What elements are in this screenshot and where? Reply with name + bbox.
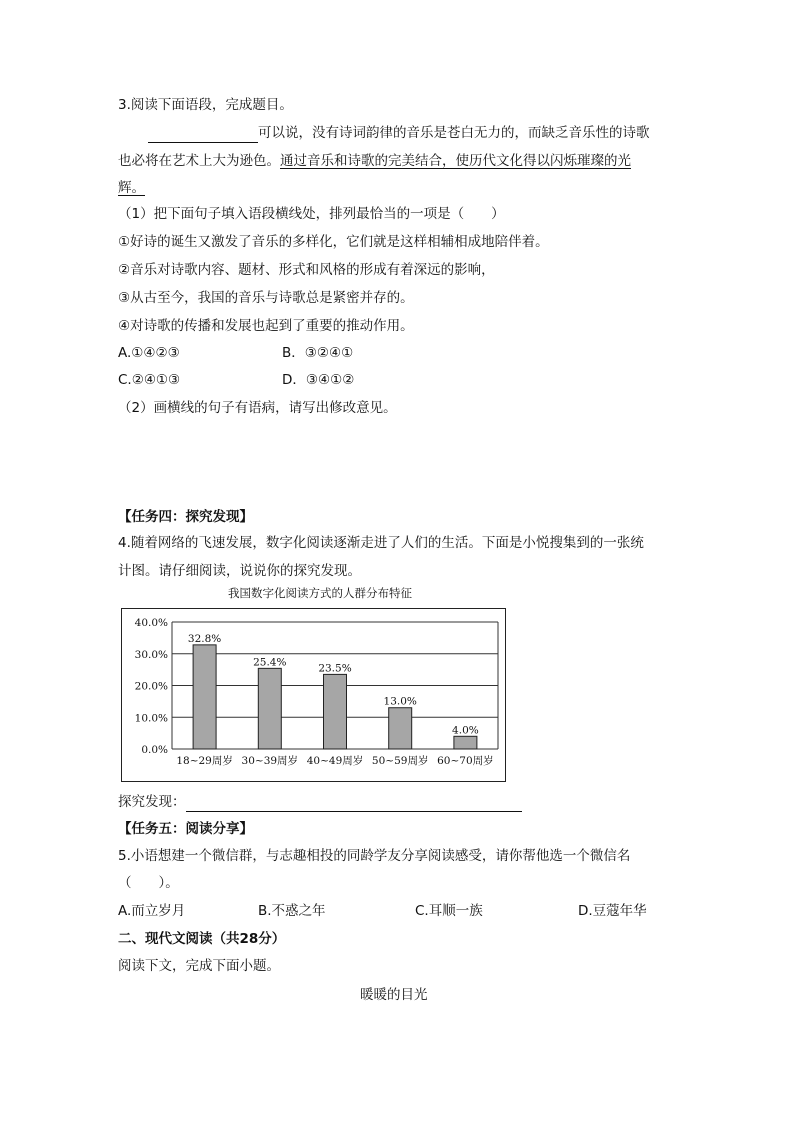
data-label: 13.0%	[383, 695, 417, 708]
x-tick-label: 18~29周岁	[176, 755, 233, 767]
q3-underlined-sentence-end: 辉。	[118, 180, 145, 196]
y-tick-label: 20.0%	[134, 680, 168, 693]
task5-header: 【任务五：阅读分享】	[118, 821, 253, 837]
y-tick-label: 40.0%	[134, 617, 168, 629]
bar	[258, 668, 281, 749]
x-tick-label: 30~39周岁	[241, 755, 299, 767]
chart-title: 我国数字化阅读方式的人群分布特征	[228, 586, 412, 600]
x-tick-label: 50~59周岁	[371, 755, 429, 767]
answer-blank[interactable]	[186, 796, 522, 812]
q3-sentence-1: ①好诗的诞生又激发了音乐的多样化，它们就是这样相辅相成地陪伴着。	[118, 234, 549, 250]
data-label: 32.8%	[187, 632, 222, 645]
article-title: 暖暖的目光	[360, 987, 428, 1003]
task4-question-line1: 4.随着网络的飞速发展，数字化阅读逐渐走进了人们的生活。下面是小悦搜集到的一张统	[118, 535, 644, 551]
bar	[324, 674, 347, 749]
fill-blank[interactable]	[148, 128, 258, 143]
task5-question-line2: （ ）。	[118, 875, 179, 891]
task5-question-line1: 5.小语想建一个微信群，与志趣相投的同龄学友分享阅读感受，请你帮他选一个微信名	[118, 848, 631, 864]
q3-option-a[interactable]: A.①④②③	[118, 345, 180, 361]
q3-para-line1-text: 可以说，没有诗词韵律的音乐是苍白无力的，而缺乏音乐性的诗歌	[258, 125, 650, 141]
q3-sentence-3: ③从古至今，我国的音乐与诗歌总是紧密并存的。	[118, 290, 414, 306]
task4-question-line2: 计图。请仔细阅读，说说你的探究发现。	[118, 563, 361, 579]
q3-para-line1	[148, 123, 650, 143]
q3-para-line2	[118, 151, 631, 171]
q3-sentence-2: ②音乐对诗歌内容、题材、形式和风格的形成有着深远的影响，	[118, 262, 495, 278]
y-tick-label: 10.0%	[134, 712, 168, 725]
task5-option-c[interactable]: C.耳顺一族	[415, 903, 483, 919]
task4-header: 【任务四：探究发现】	[118, 509, 253, 525]
q3-sub2: （2）画横线的句子有语病，请写出修改意见。	[118, 400, 397, 416]
answer-label: 探究发现：	[118, 794, 186, 810]
q3-para-line2-plain: 也必将在艺术上大为逊色。	[118, 153, 280, 169]
q3-option-d[interactable]: D．③④①②	[282, 372, 355, 388]
bar	[389, 708, 412, 749]
task5-option-d[interactable]: D.豆蔻年华	[578, 903, 647, 919]
x-tick-label: 60~70周岁	[437, 755, 494, 767]
section2-header: 二、现代文阅读（共28分）	[118, 931, 286, 947]
q3-option-c[interactable]: C.②④①③	[118, 372, 181, 388]
chart-frame	[121, 608, 506, 782]
y-tick-label: 30.0%	[134, 648, 168, 661]
q3-sentence-4: ④对诗歌的传播和发展也起到了重要的推动作用。	[118, 318, 414, 334]
q3-title: 3.阅读下面语段，完成题目。	[118, 97, 293, 113]
data-label: 23.5%	[318, 662, 352, 675]
task5-option-b[interactable]: B.不惑之年	[258, 903, 326, 919]
section2-instruction: 阅读下文，完成下面小题。	[118, 958, 280, 974]
task4-answer-row	[118, 792, 522, 812]
q3-option-b[interactable]: B．③②④①	[282, 345, 354, 361]
bar	[193, 645, 216, 749]
q3-para-line3	[118, 178, 145, 198]
q3-sub1: （1）把下面句子填入语段横线处，排列最恰当的一项是（ ）	[118, 206, 505, 222]
data-label: 4.0%	[452, 724, 479, 737]
y-tick-label: 0.0%	[141, 744, 168, 756]
x-tick-label: 40~49周岁	[306, 755, 364, 767]
data-label: 25.4%	[253, 656, 287, 669]
bar-chart	[122, 609, 504, 780]
task5-option-a[interactable]: A.而立岁月	[118, 903, 186, 919]
bar	[454, 736, 477, 749]
q3-underlined-sentence: 通过音乐和诗歌的完美结合，使历代文化得以闪烁璀璨的光	[280, 153, 631, 169]
